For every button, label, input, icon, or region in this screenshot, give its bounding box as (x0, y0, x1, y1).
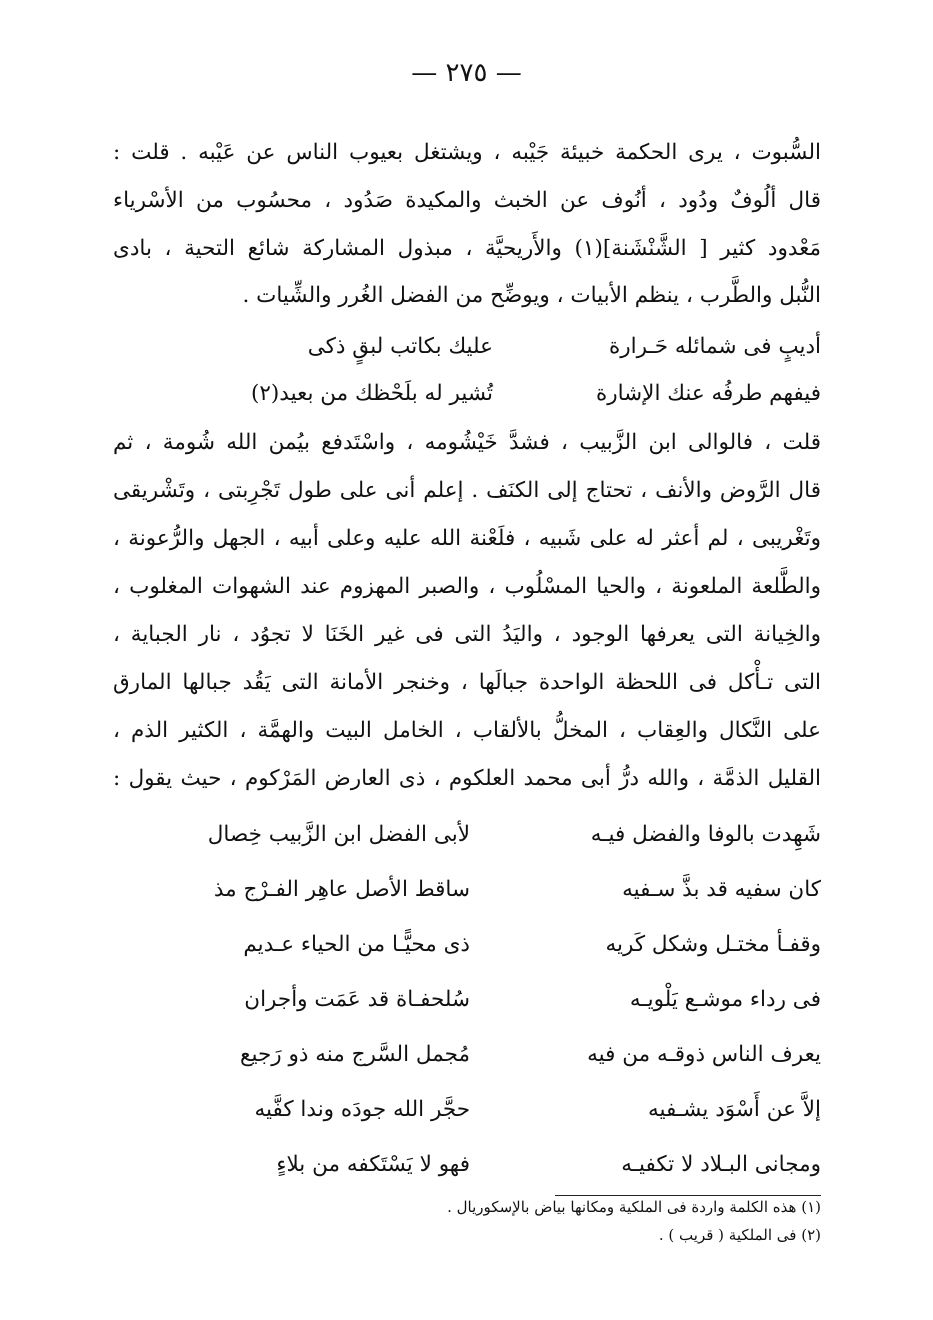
page-number: — ٢٧٥ — (411, 58, 522, 88)
verse-first-hemistich: ذى محيًّـا من الحياء عـديم (243, 932, 470, 957)
prose-line: قلت ، فالوالى ابن الزَّبيب ، فشدَّ خَيْشُومه ، واسْتَدفع بيُمن الله شُومة ، ثم (113, 430, 821, 455)
verse-second-hemistich: ومجانى البـلاد لا تكفيـه (621, 1152, 821, 1177)
verse-second-hemistich: كان سفيه قد بذَّ سـفيه (622, 877, 821, 902)
verse-second-hemistich: وقفـأ مختـل وشكل كَريه (605, 932, 821, 957)
verse-second-hemistich: فى رداء موشـع يَلْويـه (629, 987, 821, 1012)
prose-line: على النَّكال والعِقاب ، المخلُّ بالألقاب ، الخامل البيت والهمَّة ، الكثير الذم ، (113, 718, 821, 743)
verse-first-hemistich: لأبى الفضل ابن الزَّبيب خِصال (207, 822, 470, 847)
prose-line: السُّبوت ، يرى الحكمة خبيئة جَيْبه ، ويشتغل بعيوب الناس عن عَيْبه . قلت : (113, 140, 821, 165)
verse-first-hemistich: فهو لا يَسْتَكفه من بلاءٍ (276, 1152, 470, 1177)
prose-line: مَعْدود كثير [ الشَّنْشَنة](١) والأَريحيَّة ، مبذول المشاركة شائع التحية ، بادى (113, 236, 821, 261)
verse-first-hemistich: مُجمل السَّرج منه ذو رَجيع (240, 1042, 470, 1067)
prose-line: النُّبل والطَّرب ، ينظم الأبيات ، ويوضِّح من الفضل الغُرر والشِّيات . (242, 283, 821, 308)
verse-first-hemistich: ساقط الأصل عاهِر الفـرْج مذ (213, 877, 470, 902)
prose-line: قال ألُوفٌ ودُود ، أنُوف عن الخبث والمكيدة صَدُود ، محسُوب من الأسْرياء (113, 188, 821, 213)
verse-second-hemistich: شَهِدت بالوفا والفضل فيـه (590, 822, 821, 847)
verse-first-hemistich: سُلحفـاة قد عَمَت وأجران (244, 987, 470, 1012)
prose-line: التى تـأْكل فى اللحظة الواحدة جبالَها ، وخنجر الأمانة التى يَقُد جبالها المارق (113, 670, 821, 695)
footnote: (٢) فى الملكية ( قريب ) . (658, 1226, 821, 1244)
verse-second-hemistich: يعرف الناس ذوقـه من فيه (587, 1042, 821, 1067)
prose-line: وتَغْريبى ، لم أعثر له على شَبيه ، فلَعْنة الله عليه وعلى أبيه ، الجهل والرُّعونة ، (113, 526, 821, 551)
verse-second-hemistich: فيفهم طرفُه عنك الإشارة (595, 381, 821, 406)
footnote-divider (555, 1195, 821, 1196)
footnote: (١) هذه الكلمة واردة فى الملكية ومكانها بياض بالإسكوريال . (447, 1198, 821, 1216)
verse-first-hemistich: عليك بكاتب لبقٍ ذكى (307, 334, 493, 359)
verse-second-hemistich: أديبٍ فى شمائله حَـرارة (608, 334, 821, 359)
verse-first-hemistich: تُشير له بلَحْظك من بعيد(٢) (250, 381, 493, 406)
verse-first-hemistich: حجَّر الله جودَه وندا كفَّيه (254, 1097, 470, 1122)
prose-line: القليل الذمَّة ، والله درُّ أبى محمد العلكوم ، ذى العارض المَرْكوم ، حيث يقول : (113, 766, 821, 791)
verse-second-hemistich: إلاَّ عن أَسْوَد يشـفيه (648, 1097, 821, 1122)
prose-line: والطَّلعة الملعونة ، والحيا المسْلُوب ، والصبر المهزوم عند الشهوات المغلوب ، (113, 574, 821, 599)
prose-line: قال الرَّوض والأنف ، تحتاج إلى الكنَف . إعلم أنى على طول تَجْرِبتى ، وتَشْريقى (113, 478, 821, 503)
prose-line: والخِيانة التى يعرفها الوجود ، واليَدُ التى فى غير الخَنَا لا تجوُد ، نار الجباية ، (113, 622, 821, 647)
